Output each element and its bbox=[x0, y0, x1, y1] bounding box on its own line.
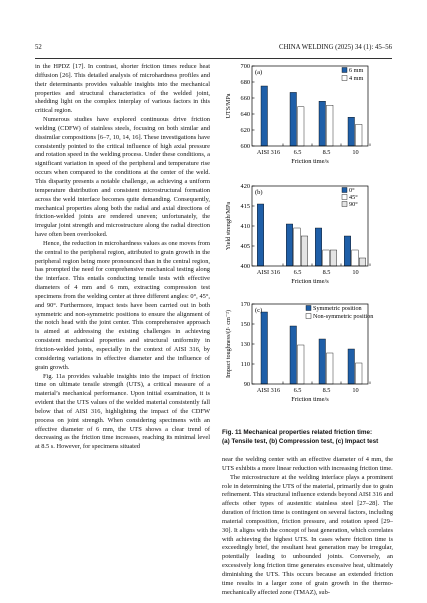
y-tick-label: 680 bbox=[240, 79, 250, 87]
x-tick-label: 6.5 bbox=[293, 149, 302, 156]
impact-chart bbox=[222, 298, 393, 418]
y-tick-label: 700 bbox=[240, 63, 250, 71]
bar bbox=[298, 107, 305, 146]
x-tick-label: AISI 316 bbox=[256, 387, 281, 394]
x-tick-label: 10 bbox=[352, 269, 359, 276]
bar bbox=[356, 124, 363, 146]
legend-swatch bbox=[342, 188, 347, 193]
chart-panel-c bbox=[222, 298, 393, 418]
bar bbox=[359, 258, 366, 266]
bar bbox=[330, 250, 337, 266]
bar bbox=[261, 312, 268, 384]
legend-swatch bbox=[342, 76, 347, 81]
legend-entry: Symmetric position bbox=[313, 305, 362, 312]
y-tick-label: 410 bbox=[240, 223, 250, 231]
x-tick-label: 10 bbox=[352, 149, 359, 156]
bar bbox=[327, 353, 334, 384]
chart-panel-a bbox=[222, 60, 393, 180]
x-tick-label: 10 bbox=[352, 387, 359, 394]
bar bbox=[323, 250, 330, 266]
legend-swatch bbox=[342, 68, 347, 73]
page-number: 52 bbox=[35, 44, 42, 51]
bar bbox=[261, 86, 268, 146]
bar bbox=[298, 345, 305, 384]
y-tick-label: 640 bbox=[240, 111, 250, 119]
paragraph: near the welding center with an effective diameter of 4 mm, the UTS exhibits a more linear reduction with increasing friction time. bbox=[222, 456, 393, 472]
bar bbox=[290, 326, 297, 384]
y-tick-label: 420 bbox=[240, 183, 250, 191]
x-tick-label: AISI 316 bbox=[256, 269, 281, 276]
chart-panel-b bbox=[222, 180, 393, 298]
y-axis-label: UTS/MPa bbox=[225, 93, 232, 119]
figure-caption bbox=[222, 429, 392, 446]
bar bbox=[348, 349, 355, 384]
panel-label: (a) bbox=[255, 69, 263, 76]
x-tick-label: 6.5 bbox=[293, 269, 302, 276]
y-tick-label: 400 bbox=[240, 263, 250, 271]
panel-label: (c) bbox=[255, 307, 263, 314]
paragraph: in the HPDZ [17]. In contrast, shorter friction times reduce heat diffusion [26]. This detailed analysis of microhardness profiles and their determinants provides valuable insights into the mechanical properties and structural characteristics of the welded joint, shedding light on the complex interplay of various factors in this critical region. bbox=[35, 63, 210, 115]
x-tick-label: AISI 316 bbox=[256, 149, 281, 156]
tensile-chart bbox=[222, 60, 393, 180]
y-tick-label: 170 bbox=[240, 301, 250, 309]
y-tick-label: 660 bbox=[240, 95, 250, 103]
y-tick-label: 110 bbox=[240, 361, 250, 369]
legend-entry: 45° bbox=[349, 194, 358, 201]
legend-swatch bbox=[342, 202, 347, 207]
legend-entry: 0° bbox=[349, 187, 355, 194]
y-tick-label: 620 bbox=[240, 127, 250, 135]
panel-label: (b) bbox=[255, 189, 263, 196]
header-rule bbox=[35, 58, 392, 59]
legend-swatch bbox=[306, 314, 311, 319]
legend-swatch bbox=[342, 195, 347, 200]
y-axis-label: Yield strength/MPa bbox=[225, 201, 232, 251]
caption-line: (a) Tensile test, (b) Compression test, (c) Impact test bbox=[222, 437, 379, 445]
right-text-column bbox=[222, 456, 393, 598]
paragraph: Hence, the reduction in microhardness values as one moves from the central to the peripheral region, attributed to grain growth in the peripheral region being more pronounced than in the central region, has prompted the need for comprehensive mechanical testing along the interface. This entails conducting tensile tests with effective diameters of 4 mm and 6 mm, extracting compression test specimens from the welding center at three different angles: 0°, 45°, and 90°. Furthermore, impact tests have been carried out in both symmetric and non-symmetric positions to ensure the alignment of the notch head with the joint center. This comprehensive approach is aimed at addressing the existing challenges in achieving consistent mechanical properties and structural uniformity in friction-welded joints, especially in the context of AISI 316, by considering variations in effective diameter and the influence of grain growth. bbox=[35, 239, 210, 371]
legend-entry: 90° bbox=[349, 201, 358, 208]
bar bbox=[352, 250, 359, 266]
y-axis-label: Impact toughness/(J· cm⁻²) bbox=[225, 309, 232, 379]
page-header bbox=[35, 44, 392, 56]
y-tick-label: 415 bbox=[240, 203, 250, 211]
legend-entry: 4 mm bbox=[349, 75, 364, 82]
y-tick-label: 405 bbox=[240, 243, 250, 251]
x-axis-label: Friction time/s bbox=[291, 396, 329, 403]
legend-entry: 6 mm bbox=[349, 67, 364, 74]
bar bbox=[327, 105, 334, 146]
paragraph: Numerous studies have explored continuous drive friction welding (CDFW) of stainless steels, focusing on both similar and dissimilar compositions [6–7, 10, 14, 16]. These investigations have consistently pointed to the critical influence of high axial pressure and rotation speed in the welding process. Under these conditions, a significant variation in speed of the peripheral and temperature rise occurs when compared to the conditions at the center of the weld. This disparity presents a notable challenge, as achieving a uniform temperature distribution and consistent microstructural formation across the weld interface becomes quite demanding. Consequently, mechanical properties along both the radial and axial directions of friction-welded joints are rendered uneven; unfortunately, the irregular joint strength and microstructure along the radial direction have often been overlooked. bbox=[35, 116, 210, 239]
bar bbox=[315, 228, 322, 266]
x-tick-label: 8.5 bbox=[322, 387, 331, 394]
bar bbox=[301, 236, 308, 266]
bar bbox=[257, 204, 264, 266]
bar bbox=[356, 363, 363, 384]
compression-chart bbox=[222, 180, 393, 298]
bar bbox=[344, 236, 351, 266]
bar bbox=[286, 224, 293, 266]
paragraph: The microstructure at the welding interface plays a prominent role in determining the UTS of the material, primarily due to grain refinement. This structural influence extends beyond AISI 316 and affects other types of austenitic stainless steel [27–28]. The duration of friction time is contingent on several factors, including material composition, friction pressure, and rotation speed [29–30]. It aligns with the concept of heat generation, which correlates with achieving the highest UTS. In cases where friction time is exceedingly brief, the resultant heat generation may be irregular, potentially leading to unbounded joints. Conversely, an excessively long friction time generates excessive heat, ultimately diminishing the UTS. This occurs because an extended friction time results in a larger zone of grain growth in the thermo-mechanically affected zone (TMAZ), sub- bbox=[222, 473, 393, 596]
x-tick-label: 6.5 bbox=[293, 387, 302, 394]
x-tick-label: 8.5 bbox=[322, 269, 331, 276]
caption-line: Fig. 11 Mechanical properties related friction time: bbox=[222, 429, 373, 436]
bar bbox=[319, 101, 326, 146]
journal-citation: CHINA WELDING (2025) 34 (1): 45–56 bbox=[279, 44, 392, 51]
x-axis-label: Friction time/s bbox=[291, 278, 329, 285]
bar bbox=[348, 117, 355, 146]
paragraph: Fig. 11a provides valuable insights into the impact of friction time on ultimate tensile strength (UTS), a critical measure of a material’s mechanical performance. Upon initial examination, it is evident that the UTS values of the welded material consistently fall below that of AISI 316, highlighting the impact of the CDFW process on joint strength. When considering specimens with an effective diameter of 6 mm, the UTS shows a clear trend of decreasing as the friction time increases, reaching its minimal level at 8.5 s. However, for specimens situated bbox=[35, 372, 210, 451]
y-tick-label: 130 bbox=[240, 341, 250, 349]
bar bbox=[294, 228, 301, 266]
legend-entry: Non-symmetric position bbox=[313, 313, 374, 320]
y-tick-label: 600 bbox=[240, 143, 250, 151]
bar bbox=[319, 339, 326, 384]
left-text-column bbox=[35, 63, 210, 452]
y-tick-label: 150 bbox=[240, 321, 250, 329]
legend-swatch bbox=[306, 306, 311, 311]
x-axis-label: Friction time/s bbox=[291, 158, 329, 165]
x-tick-label: 8.5 bbox=[322, 149, 331, 156]
bar bbox=[290, 92, 297, 146]
y-tick-label: 90 bbox=[243, 381, 250, 389]
